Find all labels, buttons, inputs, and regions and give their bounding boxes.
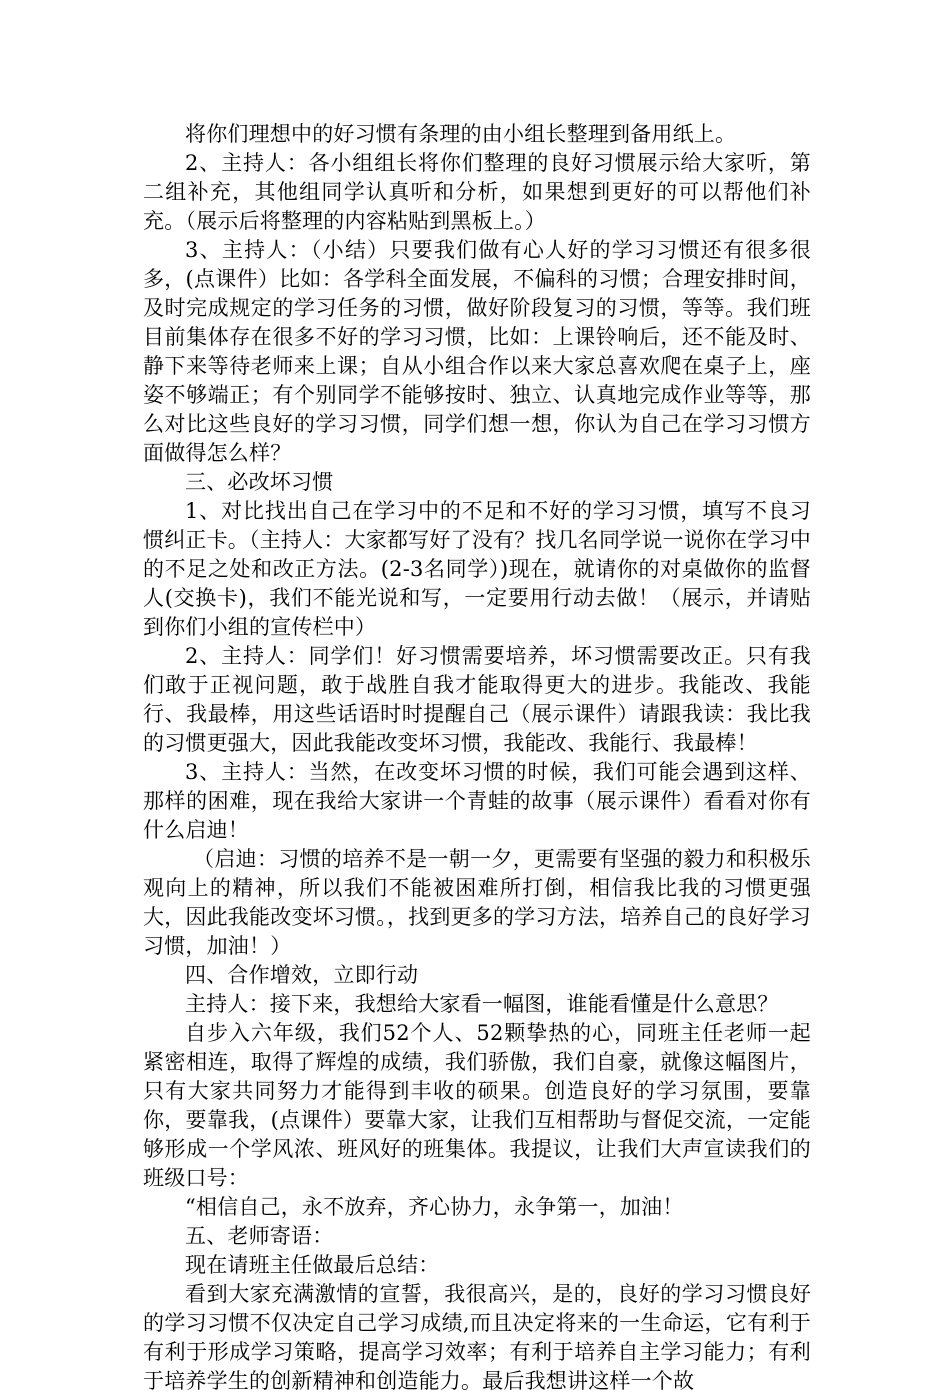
paragraph: 3、主持人：（小结）只要我们做有心人好的学习习惯还有很多很多，(点课件）比如：各学科全面发展，不偏科的习惯；合理安排时间，及时完成规定的学习任务的习惯，做好阶段复习的习惯，等等。我们班目前集体存在很多不好的学习习惯，比如：上课铃响后，还不能及时、静下来等待老师来上课；自从小组合作以来大家总喜欢爬在桌子上，座姿不够端正；有个别同学不能够按时、独立、认真地完成作业等等，那么对比这些良好的学习习惯，同学们想一想，你认为自己在学习习惯方面做得怎么样？ — [143, 238, 811, 465]
paragraph: 2、主持人：各小组组长将你们整理的良好习惯展示给大家听，第二组补充，其他组同学认真听和分析，如果想到更好的可以帮他们补充。（展示后将整理的内容粘贴到黑板上。） — [143, 151, 811, 233]
section-heading: 五、老师寄语： — [185, 1224, 334, 1248]
paragraph: 看到大家充满激情的宣誓，我很高兴，是的，良好的学习习惯良好的学习习惯不仅决定自己学习成绩,而且决定将来的一生命运，它有利于有利于形成学习策略，提高学习效率；有利于培养自主学习能力；有利于培养学生的创新精神和创造能力。最后我想讲这样一个故 — [143, 1282, 811, 1393]
paragraph: 1、对比找出自己在学习中的不足和不好的学习习惯，填写不良习惯纠正卡。（主持人：大家都写好了没有？找几名同学说一说你在学习中的不足之处和改正方法。(2-3名同学）)现在，就请你的对桌做你的监督人(交换卡)，我们不能光说和写，一定要用行动去做！（展示，并请贴到你们小组的宣传栏中） — [143, 499, 811, 639]
paragraph: 将你们理想中的好习惯有条理的由小组长整理到备用纸上。 — [185, 122, 737, 146]
paragraph: 3、主持人：当然，在改变坏习惯的时候，我们可能会遇到这样、那样的困难，现在我给大家讲一个青蛙的故事（展示课件）看看对你有什么启迪！ — [143, 760, 811, 842]
paragraph: 主持人：接下来，我想给大家看一幅图，谁能看懂是什么意思？ — [185, 992, 779, 1016]
paragraph: （启迪：习惯的培养不是一朝一夕，更需要有坚强的毅力和积极乐观向上的精神，所以我们不能被困难所打倒，相信我比我的习惯更强大，因此我能改变坏习惯。，找到更多的学习方法，培养自己的良好学习习惯，加油！） — [143, 847, 811, 958]
paragraph: 2、主持人：同学们！好习惯需要培养，坏习惯需要改正。只有我们敢于正视问题，敢于战胜自我才能取得更大的进步。我能改、我能行、我最棒，用这些话语时时提醒自己（展示课件）请跟我读：我比我的习惯更强大，因此我能改变坏习惯，我能改、我能行、我最棒！ — [143, 644, 811, 755]
document-body — [143, 120, 811, 1396]
section-heading: 三、必改坏习惯 — [185, 470, 334, 494]
paragraph: 现在请班主任做最后总结： — [185, 1253, 440, 1277]
slogan: “相信自己，永不放弃，齐心协力，永争第一，加油！ — [185, 1195, 684, 1219]
paragraph: 自步入六年级，我们52个人、52颗挚热的心，同班主任老师一起紧密相连，取得了辉煌的成绩，我们骄傲，我们自豪，就像这幅图片，只有大家共同努力才能得到丰收的硕果。创造良好的学习氛围，要靠你，要靠我，(点课件）要靠大家，让我们互相帮助与督促交流，一定能够形成一个学风浓、班风好的班集体。我提议，让我们大声宣读我们的班级口号： — [143, 1021, 811, 1190]
section-heading: 四、合作增效，立即行动 — [185, 963, 419, 987]
